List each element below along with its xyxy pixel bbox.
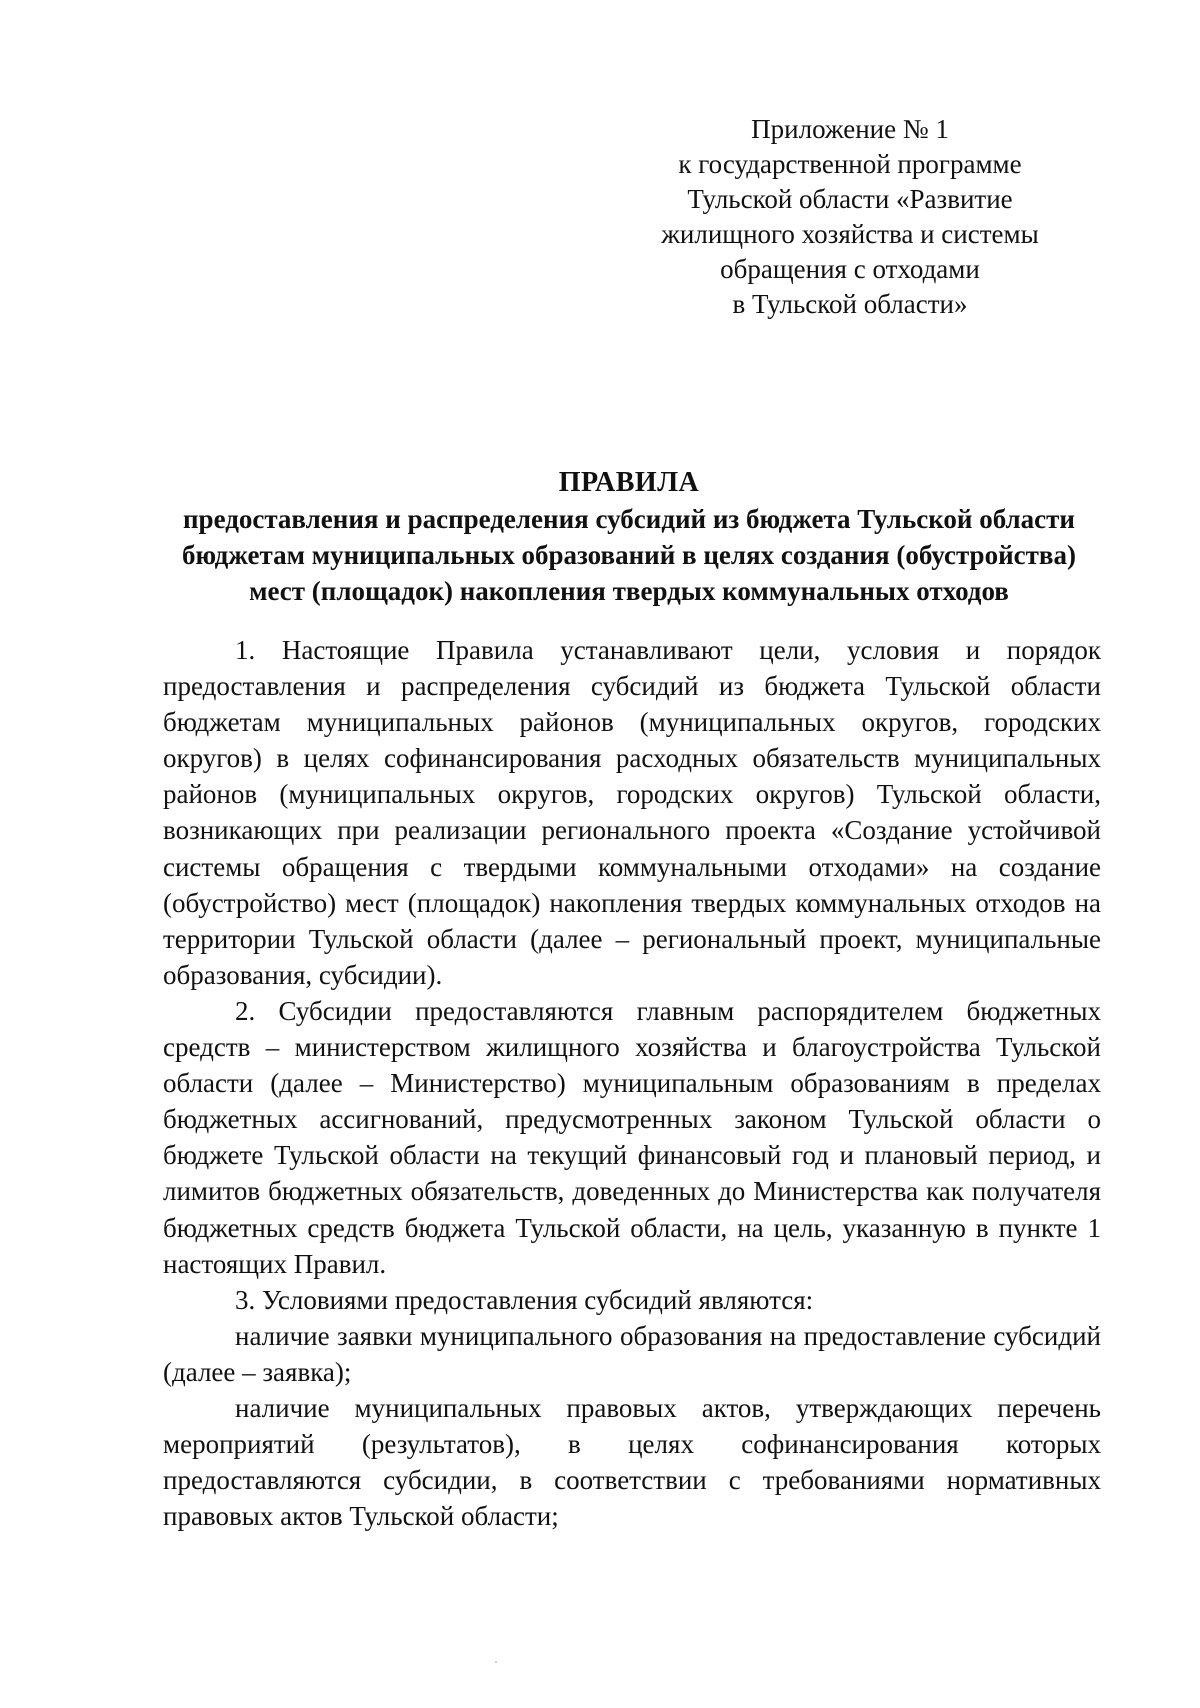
document-body bbox=[163, 632, 1101, 1534]
document-title bbox=[155, 465, 1103, 609]
paragraph-2: 2. Субсидии предоставляются главным распорядителем бюджетных средств – министерством жилищного хозяйства и благоустройства Тульской области (далее – Министерство) муниципальным образованиям в пределах бюджетных ассигнований, предусмотренных законом Тульской области о бюджете Тульской области на текущий финансовый год и плановый период, и лимитов бюджетных обязательств, доведенных до Министерства как получателя бюджетных средств бюджета Тульской области, на цель, указанную в пункте 1 настоящих Правил. bbox=[163, 995, 1101, 1279]
main-title: ПРАВИЛА bbox=[558, 467, 700, 498]
appendix-line: жилищного хозяйства и системы bbox=[661, 219, 1039, 249]
appendix-line: к государственной программе bbox=[678, 149, 1022, 179]
paragraph-1: 1. Настоящие Правила устанавливают цели, условия и порядок предоставления и распределения субсидий из бюджета Тульской области бюджетам муниципальных районов (муниципальных округов, городских округов) в целях софинансирования расходных обязательств муниципальных районов (муниципальных округов, городских округов) Тульской области, возникающих при реализации регионального проекта «Создание устойчивой системы обращения с твердыми коммунальными отходами» на создание (обустройство) мест (площадок) накопления твердых коммунальных отходов на территории Тульской области (далее – региональный проект, муниципальные образования, субсидии). bbox=[163, 635, 1101, 990]
appendix-line: Тульской области «Развитие bbox=[687, 184, 1013, 214]
paragraph-3: 3. Условиями предоставления субсидий являются: bbox=[235, 1284, 814, 1315]
subtitle-line: мест (площадок) накопления твердых коммунальных отходов bbox=[249, 576, 1009, 606]
subtitle-line: предоставления и распределения субсидий из бюджета Тульской области bbox=[183, 504, 1075, 534]
appendix-header bbox=[640, 112, 1060, 322]
subtitle-line: бюджетам муниципальных образований в целях создания (обустройства) bbox=[182, 540, 1076, 570]
scan-speck bbox=[495, 1661, 497, 1663]
appendix-line: в Тульской области» bbox=[732, 289, 968, 319]
paragraph-3-condition-2: наличие муниципальных правовых актов, утверждающих перечень мероприятий (результатов), в целях софинансирования которых предоставляются субсидии, в соответствии с требованиями нормативных правовых актов Тульской области; bbox=[163, 1392, 1101, 1532]
appendix-line: обращения с отходами bbox=[720, 254, 980, 284]
appendix-line: Приложение № 1 bbox=[751, 114, 949, 144]
paragraph-3-condition-1: наличие заявки муниципального образования на предоставление субсидий (далее – заявка); bbox=[163, 1320, 1101, 1387]
